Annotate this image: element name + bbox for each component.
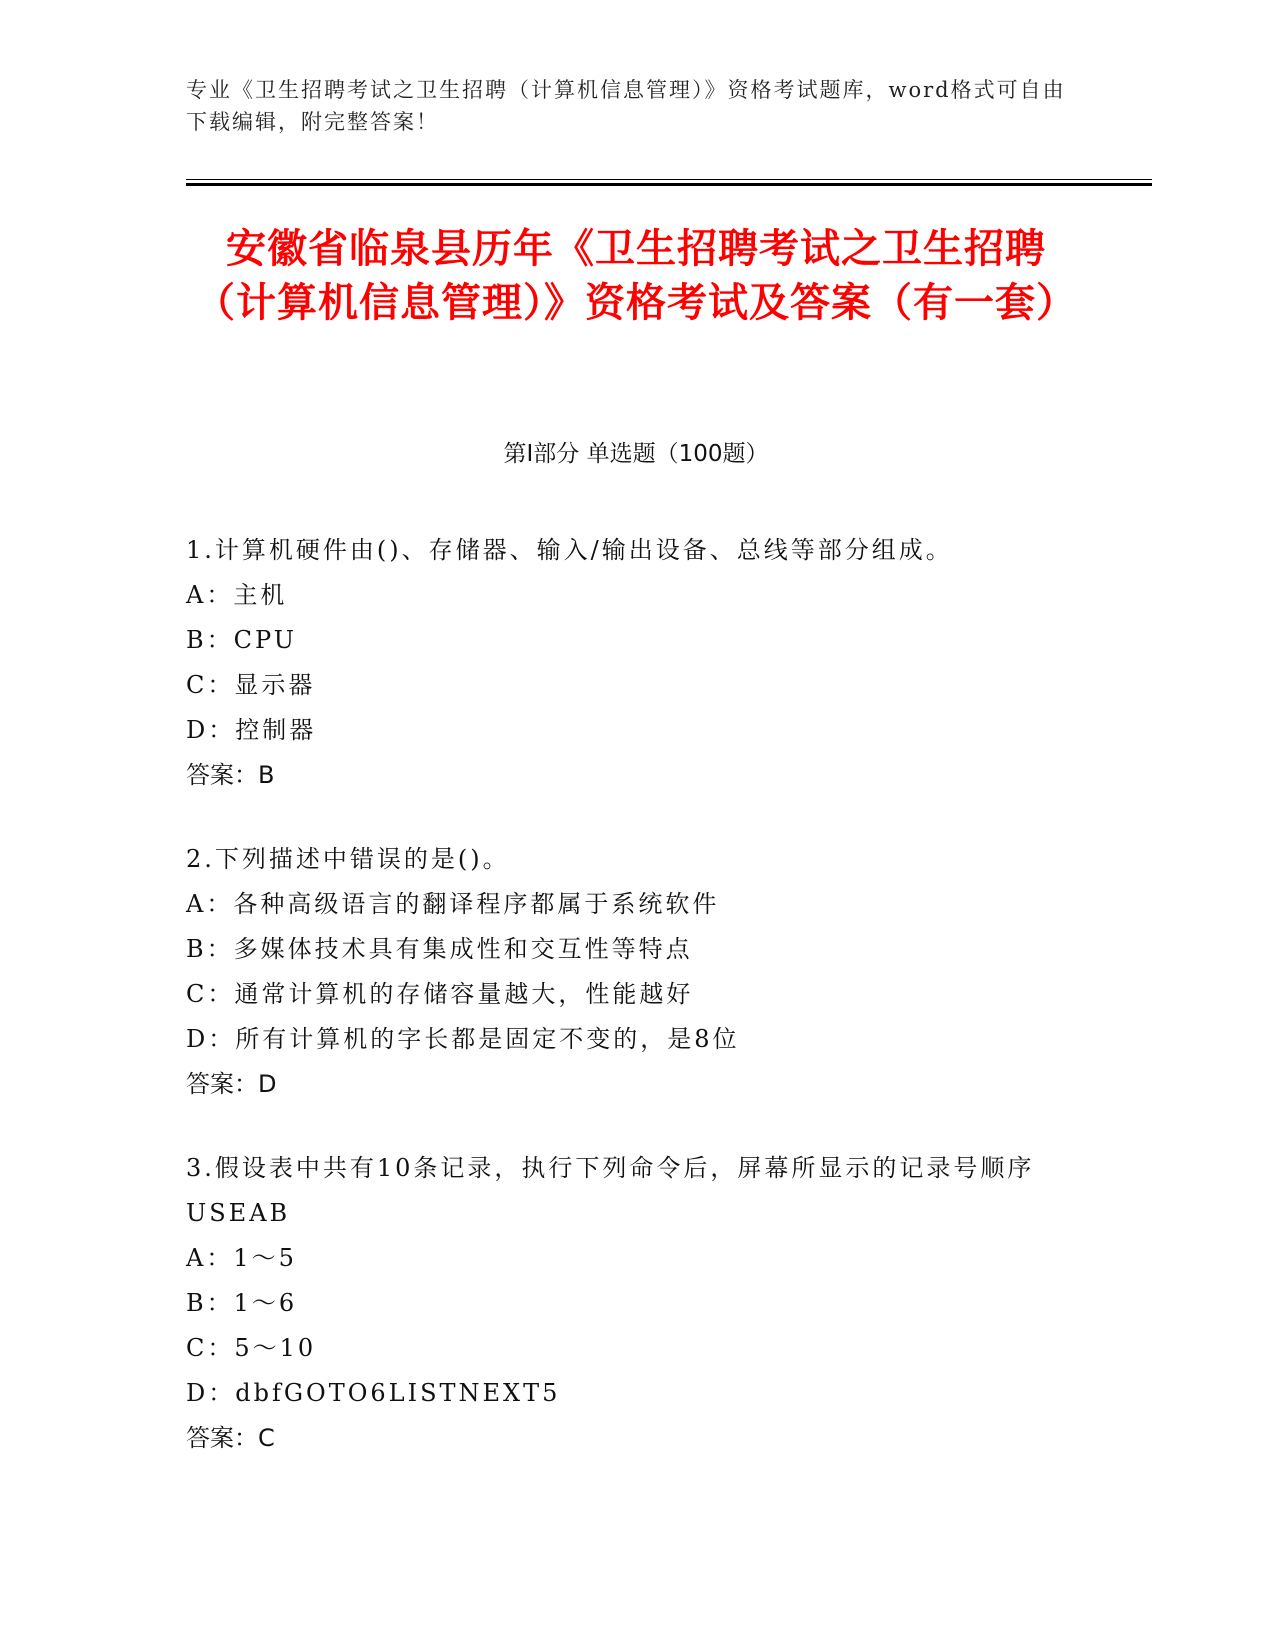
question-2 (186, 837, 1086, 1107)
option-c: C：通常计算机的存储容量越大，性能越好 (186, 980, 694, 1008)
answer: 答案：D (186, 1070, 277, 1098)
option-a: A：各种高级语言的翻译程序都属于系统软件 (186, 890, 720, 918)
header-divider-thick (186, 183, 1152, 186)
answer: 答案：C (186, 1424, 275, 1452)
question-stem: 3.假设表中共有10条记录，执行下列命令后，屏幕所显示的记录号顺序USEAB (186, 1154, 1035, 1227)
question-stem: 1.计算机硬件由()、存储器、输入/输出设备、总线等部分组成。 (186, 536, 953, 564)
question-3 (186, 1146, 1086, 1461)
option-b: B：1～6 (186, 1289, 298, 1317)
section-title: 第Ⅰ部分 单选题（100题） (503, 441, 769, 467)
option-b: B：多媒体技术具有集成性和交互性等特点 (186, 935, 693, 963)
document-title: 安徽省临泉县历年《卫生招聘考试之卫生招聘（计算机信息管理）》资格考试及答案（有一套） (195, 226, 1077, 326)
header-note: 专业《卫生招聘考试之卫生招聘（计算机信息管理）》资格考试题库，word格式可自由下载编辑，附完整答案！ (186, 78, 1066, 134)
question-list (186, 528, 1086, 1500)
option-d: D：所有计算机的字长都是固定不变的，是8位 (186, 1025, 740, 1053)
question-stem: 2.下列描述中错误的是()。 (186, 845, 510, 873)
option-d: D：控制器 (186, 716, 317, 744)
answer: 答案：B (186, 761, 275, 789)
question-1 (186, 528, 1086, 798)
option-c: C：显示器 (186, 671, 316, 699)
option-a: A：主机 (186, 581, 288, 609)
header-divider-thin (186, 179, 1152, 180)
option-c: C：5～10 (186, 1334, 317, 1362)
option-a: A：1～5 (186, 1244, 297, 1272)
option-d: D：dbfGOTO6LISTNEXT5 (186, 1379, 561, 1407)
option-b: B：CPU (186, 626, 297, 654)
